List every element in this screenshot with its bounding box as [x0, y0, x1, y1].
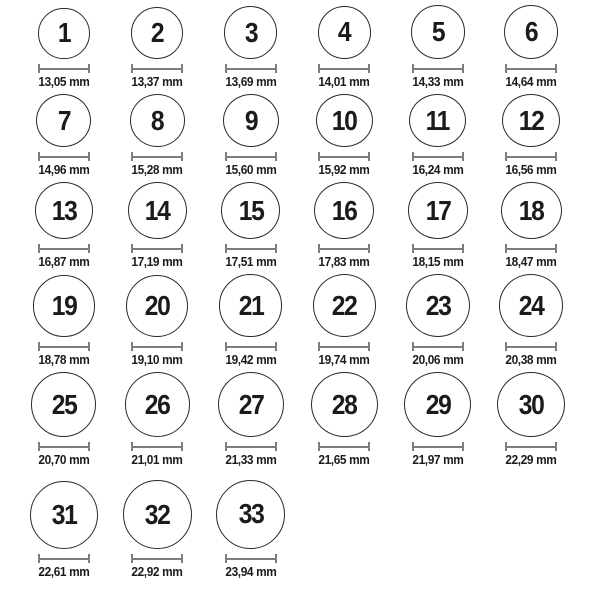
diameter-measure — [225, 152, 277, 161]
diameter-measure — [225, 442, 277, 451]
measure-line — [319, 68, 369, 70]
ring-size-cell — [298, 0, 392, 94]
ring-circle — [408, 182, 469, 239]
ring-circle — [318, 6, 371, 59]
diameter-measure — [38, 64, 90, 73]
measure-tick-right-icon — [88, 342, 90, 351]
ring-circle — [221, 182, 280, 239]
ring-circle — [316, 94, 373, 147]
diameter-label: 20,38 mm — [505, 353, 557, 367]
ring-size-number: 25 — [51, 388, 77, 420]
ring-size-number: 2 — [151, 16, 164, 48]
ring-circle — [223, 94, 279, 147]
ring-size-number: 15 — [238, 194, 264, 226]
diameter-label: 23,94 mm — [225, 565, 277, 579]
measure-tick-right-icon — [555, 244, 557, 253]
ring-size-number: 33 — [238, 498, 264, 530]
ring-size-cell — [17, 0, 111, 94]
diameter-label: 18,47 mm — [505, 255, 557, 269]
ring-circle — [314, 182, 374, 239]
measure-tick-right-icon — [88, 554, 90, 563]
measure-tick-right-icon — [555, 152, 557, 161]
diameter-measure — [318, 342, 370, 351]
diameter-label: 19,10 mm — [131, 353, 183, 367]
diameter-measure — [131, 342, 183, 351]
measure-tick-right-icon — [275, 244, 277, 253]
ring-circle — [123, 480, 192, 549]
diameter-label: 16,24 mm — [412, 163, 464, 177]
measure-tick-right-icon — [181, 554, 183, 563]
diameter-measure — [225, 64, 277, 73]
diameter-measure — [38, 342, 90, 351]
measure-tick-right-icon — [181, 442, 183, 451]
measure-line — [506, 446, 556, 448]
diameter-measure — [505, 244, 557, 253]
measure-tick-right-icon — [368, 244, 370, 253]
measure-tick-right-icon — [555, 442, 557, 451]
diameter-label: 22,92 mm — [131, 565, 183, 579]
ring-size-number: 21 — [238, 289, 264, 321]
measure-tick-right-icon — [88, 152, 90, 161]
measure-line — [319, 446, 369, 448]
diameter-label: 14,33 mm — [412, 75, 464, 89]
measure-tick-right-icon — [368, 442, 370, 451]
diameter-measure — [318, 244, 370, 253]
diameter-measure — [131, 554, 183, 563]
ring-size-cell — [485, 94, 579, 182]
ring-circle — [31, 372, 96, 437]
measure-tick-right-icon — [181, 244, 183, 253]
ring-circle — [30, 481, 98, 549]
diameter-label: 20,06 mm — [412, 353, 464, 367]
diameter-measure — [412, 442, 464, 451]
measure-line — [319, 248, 369, 250]
diameter-measure — [131, 244, 183, 253]
measure-tick-right-icon — [275, 554, 277, 563]
ring-size-cell — [485, 182, 579, 274]
diameter-label: 17,83 mm — [318, 255, 370, 269]
diameter-label: 13,37 mm — [131, 75, 183, 89]
diameter-label: 18,15 mm — [412, 255, 464, 269]
ring-circle — [130, 94, 185, 147]
ring-size-cell — [204, 182, 298, 274]
diameter-measure — [38, 442, 90, 451]
diameter-label: 13,69 mm — [225, 75, 277, 89]
measure-line — [132, 156, 182, 158]
measure-line — [413, 446, 463, 448]
ring-circle — [126, 275, 188, 337]
ring-size-cell — [204, 274, 298, 372]
measure-tick-right-icon — [462, 244, 464, 253]
ring-size-cell — [298, 182, 392, 274]
measure-line — [132, 558, 182, 560]
diameter-measure — [412, 64, 464, 73]
ring-size-number: 18 — [518, 194, 544, 226]
ring-size-cell — [17, 372, 111, 472]
ring-size-number: 10 — [331, 104, 357, 136]
ring-size-number: 16 — [331, 194, 357, 226]
ring-circle — [33, 275, 95, 337]
measure-line — [226, 248, 276, 250]
measure-line — [506, 156, 556, 158]
ring-size-number: 1 — [57, 17, 70, 49]
ring-circle — [219, 274, 282, 337]
measure-tick-right-icon — [181, 152, 183, 161]
ring-size-cell — [111, 472, 205, 584]
measure-line — [319, 156, 369, 158]
measure-line — [226, 156, 276, 158]
ring-size-number: 26 — [144, 388, 170, 420]
ring-size-cell — [298, 94, 392, 182]
ring-size-number: 19 — [51, 290, 77, 322]
ring-size-number: 32 — [144, 498, 170, 530]
ring-circle — [125, 372, 191, 437]
diameter-label: 21,33 mm — [225, 453, 277, 467]
diameter-label: 22,61 mm — [38, 565, 90, 579]
ring-size-number: 14 — [144, 194, 170, 226]
diameter-label: 21,01 mm — [131, 453, 183, 467]
ring-size-cell — [204, 472, 298, 584]
ring-size-cell — [204, 372, 298, 472]
measure-line — [39, 156, 89, 158]
ring-size-cell — [391, 0, 485, 94]
measure-line — [39, 346, 89, 348]
measure-line — [132, 248, 182, 250]
measure-tick-right-icon — [462, 442, 464, 451]
ring-circle — [131, 7, 183, 59]
measure-tick-right-icon — [555, 64, 557, 73]
measure-tick-right-icon — [368, 64, 370, 73]
ring-size-number: 13 — [51, 194, 77, 226]
diameter-label: 16,87 mm — [38, 255, 90, 269]
measure-line — [413, 346, 463, 348]
diameter-measure — [38, 244, 90, 253]
diameter-measure — [412, 152, 464, 161]
ring-size-cell — [485, 0, 579, 94]
measure-tick-right-icon — [181, 64, 183, 73]
measure-tick-right-icon — [555, 342, 557, 351]
ring-circle — [216, 480, 285, 549]
ring-size-number: 4 — [338, 16, 351, 48]
measure-line — [506, 68, 556, 70]
measure-line — [39, 558, 89, 560]
ring-size-number: 20 — [144, 289, 170, 321]
measure-line — [413, 248, 463, 250]
measure-line — [39, 248, 89, 250]
diameter-measure — [318, 64, 370, 73]
ring-size-number: 5 — [431, 16, 444, 48]
ring-size-cell — [17, 94, 111, 182]
diameter-label: 22,29 mm — [505, 453, 557, 467]
ring-size-cell — [111, 94, 205, 182]
ring-size-number: 7 — [57, 104, 70, 136]
diameter-measure — [131, 64, 183, 73]
measure-tick-right-icon — [275, 442, 277, 451]
ring-size-number: 29 — [425, 388, 451, 420]
diameter-label: 21,65 mm — [318, 453, 370, 467]
ring-circle — [501, 182, 562, 239]
measure-tick-right-icon — [462, 64, 464, 73]
ring-circle — [404, 372, 471, 437]
ring-size-number: 6 — [525, 15, 538, 47]
measure-line — [226, 558, 276, 560]
measure-line — [132, 346, 182, 348]
ring-size-cell — [17, 472, 111, 584]
ring-circle — [311, 372, 378, 437]
ring-size-cell — [391, 182, 485, 274]
measure-tick-right-icon — [275, 64, 277, 73]
diameter-measure — [412, 342, 464, 351]
measure-tick-right-icon — [462, 152, 464, 161]
diameter-measure — [225, 244, 277, 253]
ring-size-cell — [298, 372, 392, 472]
ring-size-cell — [485, 274, 579, 372]
diameter-measure — [318, 152, 370, 161]
ring-size-cell — [298, 274, 392, 372]
ring-size-cell — [391, 94, 485, 182]
measure-tick-right-icon — [88, 64, 90, 73]
measure-tick-right-icon — [368, 152, 370, 161]
measure-tick-right-icon — [88, 442, 90, 451]
measure-line — [226, 346, 276, 348]
diameter-measure — [225, 342, 277, 351]
measure-tick-right-icon — [88, 244, 90, 253]
diameter-label: 16,56 mm — [505, 163, 557, 177]
measure-line — [319, 346, 369, 348]
ring-size-number: 22 — [331, 289, 357, 321]
ring-size-cell — [485, 372, 579, 472]
diameter-label: 15,92 mm — [318, 163, 370, 177]
diameter-label: 17,19 mm — [131, 255, 183, 269]
ring-circle — [36, 94, 91, 147]
measure-tick-right-icon — [462, 342, 464, 351]
diameter-measure — [505, 442, 557, 451]
ring-size-number: 31 — [51, 498, 77, 530]
ring-size-number: 11 — [426, 104, 450, 136]
ring-size-cell — [111, 372, 205, 472]
diameter-measure — [505, 64, 557, 73]
ring-circle — [218, 372, 284, 437]
ring-size-cell — [17, 182, 111, 274]
diameter-label: 20,70 mm — [38, 453, 90, 467]
ring-size-cell — [111, 0, 205, 94]
measure-tick-right-icon — [275, 152, 277, 161]
diameter-label: 14,01 mm — [318, 75, 370, 89]
ring-size-cell — [111, 182, 205, 274]
diameter-label: 15,60 mm — [225, 163, 277, 177]
diameter-measure — [505, 152, 557, 161]
diameter-measure — [131, 152, 183, 161]
diameter-label: 19,42 mm — [225, 353, 277, 367]
diameter-label: 13,05 mm — [38, 75, 90, 89]
diameter-measure — [131, 442, 183, 451]
measure-tick-right-icon — [368, 342, 370, 351]
ring-size-number: 9 — [244, 104, 257, 136]
measure-tick-right-icon — [181, 342, 183, 351]
ring-circle — [224, 6, 277, 59]
ring-size-cell — [391, 372, 485, 472]
measure-line — [226, 68, 276, 70]
diameter-measure — [38, 152, 90, 161]
measure-line — [39, 446, 89, 448]
ring-size-number: 30 — [518, 388, 544, 420]
measure-line — [506, 248, 556, 250]
ring-size-number: 3 — [244, 16, 257, 48]
ring-circle — [38, 8, 90, 60]
diameter-measure — [318, 442, 370, 451]
diameter-measure — [225, 554, 277, 563]
ring-size-number: 8 — [151, 104, 164, 136]
ring-circle — [502, 94, 560, 147]
ring-circle — [313, 274, 376, 337]
diameter-label: 21,97 mm — [412, 453, 464, 467]
ring-circle — [504, 5, 558, 59]
measure-line — [132, 68, 182, 70]
diameter-measure — [38, 554, 90, 563]
ring-circle — [128, 182, 187, 239]
ring-size-cell — [111, 274, 205, 372]
ring-circle — [35, 182, 93, 239]
ring-size-number: 17 — [425, 194, 451, 226]
diameter-label: 19,74 mm — [318, 353, 370, 367]
diameter-label: 18,78 mm — [38, 353, 90, 367]
diameter-label: 15,28 mm — [131, 163, 183, 177]
ring-size-number: 28 — [331, 388, 357, 420]
diameter-label: 17,51 mm — [225, 255, 277, 269]
ring-size-cell — [17, 274, 111, 372]
measure-tick-right-icon — [275, 342, 277, 351]
ring-size-number: 23 — [425, 289, 451, 321]
diameter-label: 14,96 mm — [38, 163, 90, 177]
ring-circle — [409, 94, 466, 147]
measure-line — [39, 68, 89, 70]
measure-line — [413, 68, 463, 70]
diameter-measure — [505, 342, 557, 351]
ring-circle — [499, 274, 563, 337]
measure-line — [413, 156, 463, 158]
ring-circle — [406, 274, 470, 337]
ring-size-cell — [204, 94, 298, 182]
ring-size-number: 24 — [518, 289, 544, 321]
ring-size-cell — [391, 274, 485, 372]
measure-line — [226, 446, 276, 448]
measure-line — [132, 446, 182, 448]
ring-circle — [497, 372, 565, 437]
measure-line — [506, 346, 556, 348]
ring-circle — [411, 5, 465, 59]
diameter-measure — [412, 244, 464, 253]
ring-size-number: 27 — [238, 388, 264, 420]
ring-size-number: 12 — [518, 104, 544, 136]
ring-size-cell — [204, 0, 298, 94]
diameter-label: 14,64 mm — [505, 75, 557, 89]
